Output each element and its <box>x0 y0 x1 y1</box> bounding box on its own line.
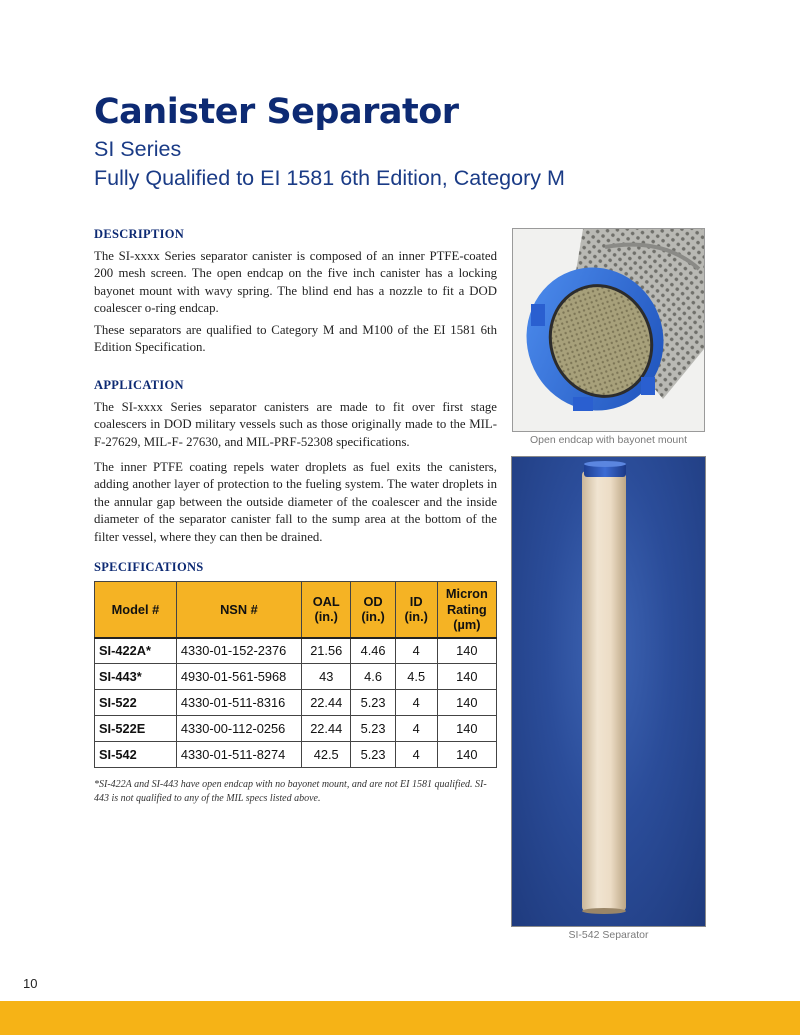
table-row <box>95 742 497 768</box>
separator-illustration <box>512 457 705 926</box>
nsn-cell: 4330-01-152-2376 <box>176 638 301 664</box>
od-cell: 4.6 <box>351 664 395 690</box>
micron-cell: 140 <box>437 716 496 742</box>
nsn-cell: 4330-01-511-8274 <box>176 742 301 768</box>
page-title: Canister Separator <box>94 92 459 132</box>
endcap-illustration <box>513 229 704 431</box>
oal-cell: 43 <box>301 664 351 690</box>
micron-cell: 140 <box>437 638 496 664</box>
description-paragraph-1: The SI-xxxx Series separator canister is composed of an inner PTFE-coated 200 mesh screen. The open endcap on the five inch canister has a locking bayonet mount with wavy spring. The blind end has a nozzle to fit a DOD coalescer o-ring endcap. <box>94 249 497 316</box>
nsn-cell: 4930-01-561-5968 <box>176 664 301 690</box>
nsn-cell: 4330-01-511-8316 <box>176 690 301 716</box>
application-paragraph-1: The SI-xxxx Series separator canisters are made to fit over first stage coalescers in DOD military vessels such as those originally made to the MIL-F-27629, MIL-F- 27630, and MIL-PRF-52308 specifications. <box>94 400 497 449</box>
series-subtitle: SI Series <box>94 137 182 161</box>
column-header-od: OD (in.) <box>351 582 395 638</box>
page-number: 10 <box>23 976 38 991</box>
nsn-cell: 4330-00-112-0256 <box>176 716 301 742</box>
model-cell: SI-542 <box>95 742 177 768</box>
od-cell: 5.23 <box>351 716 395 742</box>
table-row <box>95 716 497 742</box>
endcap-photo-caption: Open endcap with bayonet mount <box>529 434 688 446</box>
model-cell: SI-422A* <box>95 638 177 664</box>
application-heading: APPLICATION <box>94 378 184 392</box>
specifications-table <box>94 581 497 768</box>
id-cell: 4 <box>395 716 437 742</box>
column-header-model: Model # <box>95 582 177 638</box>
description-heading: DESCRIPTION <box>94 227 185 241</box>
column-header-micron-rating: Micron Rating (µm) <box>437 582 496 638</box>
oal-cell: 21.56 <box>301 638 351 664</box>
model-cell: SI-522 <box>95 690 177 716</box>
column-header-nsn: NSN # <box>176 582 301 638</box>
id-cell: 4 <box>395 690 437 716</box>
micron-cell: 140 <box>437 690 496 716</box>
endcap-photo <box>512 228 705 432</box>
micron-cell: 140 <box>437 742 496 768</box>
id-cell: 4.5 <box>395 664 437 690</box>
table-footnote: *SI-422A and SI-443 have open endcap with no bayonet mount, and are not EI 1581 qualified. SI-443 is not qualified to any of the MIL specs listed above. <box>94 779 487 804</box>
application-paragraph-2: The inner PTFE coating repels water droplets as fuel exits the canisters, adding another layer of protection to the fueling system. The water droplets in the annular gap between the outside diameter of the coalescer and the inside diameter of the separator canister fall to the sump area at the bottom of the filter vessel, where they can then be drained. <box>94 460 497 544</box>
oal-cell: 42.5 <box>301 742 351 768</box>
id-cell: 4 <box>395 638 437 664</box>
column-header-id: ID (in.) <box>395 582 437 638</box>
model-cell: SI-443* <box>95 664 177 690</box>
qualification-subtitle: Fully Qualified to EI 1581 6th Edition, Category M <box>94 166 565 190</box>
separator-photo <box>511 456 706 927</box>
table-row <box>95 690 497 716</box>
id-cell: 4 <box>395 742 437 768</box>
footer-bar <box>0 1001 800 1035</box>
table-row <box>95 638 497 664</box>
od-cell: 5.23 <box>351 742 395 768</box>
specifications-heading: SPECIFICATIONS <box>94 560 204 574</box>
od-cell: 4.46 <box>351 638 395 664</box>
od-cell: 5.23 <box>351 690 395 716</box>
table-row <box>95 664 497 690</box>
oal-cell: 22.44 <box>301 690 351 716</box>
model-cell: SI-522E <box>95 716 177 742</box>
oal-cell: 22.44 <box>301 716 351 742</box>
description-paragraph-2: These separators are qualified to Category M and M100 of the EI 1581 6th Edition Specification. <box>94 323 497 355</box>
table-header-row <box>95 582 497 638</box>
column-header-oal: OAL (in.) <box>301 582 351 638</box>
micron-cell: 140 <box>437 664 496 690</box>
separator-photo-caption: SI-542 Separator <box>568 929 649 941</box>
